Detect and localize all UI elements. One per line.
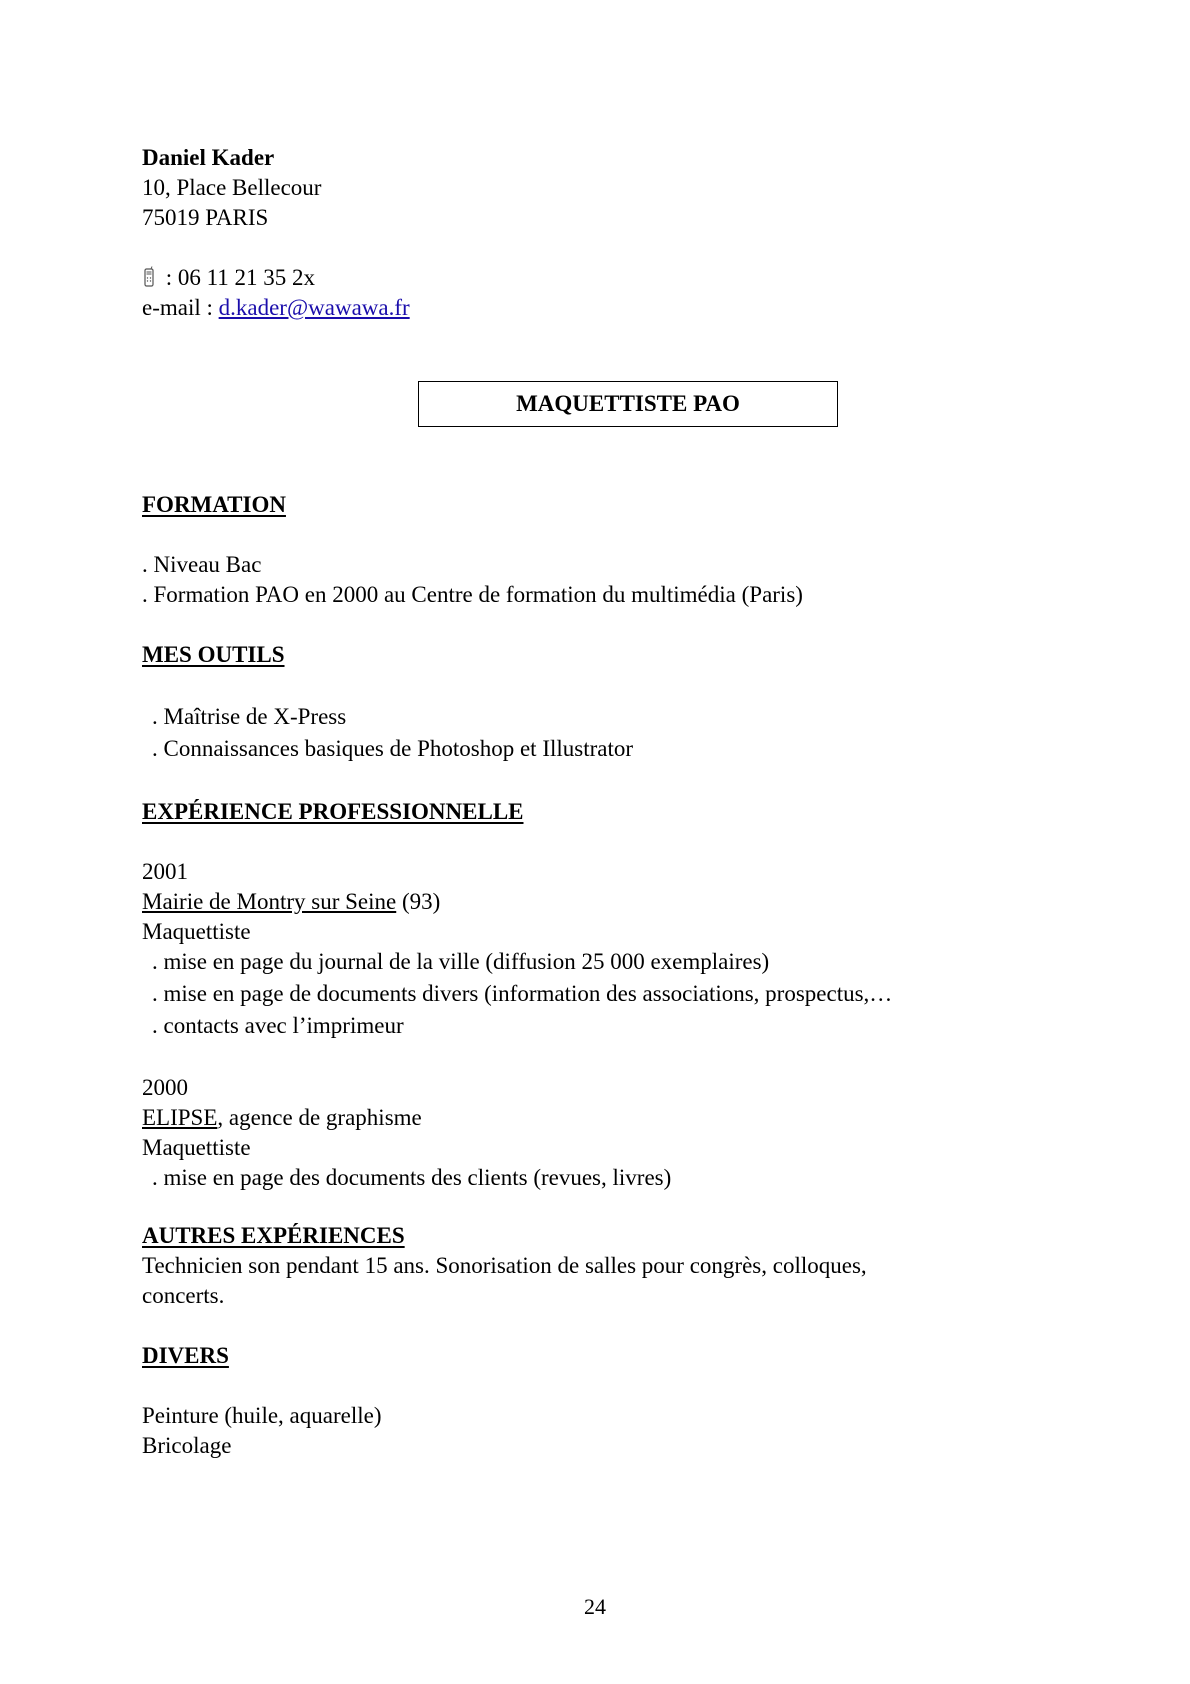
experience-task: . mise en page de documents divers (information des associations, prospectus,… — [152, 981, 893, 1006]
phone-number: : 06 11 21 35 2x — [160, 265, 316, 290]
formation-heading: FORMATION — [142, 492, 286, 517]
experience-employer: Mairie de Montry sur Seine — [142, 889, 397, 914]
experience-employer-suffix: , agence de graphisme — [217, 1105, 422, 1130]
experience-employer-line — [142, 887, 892, 917]
outils-heading: MES OUTILS — [142, 642, 285, 667]
contact-name: Daniel Kader — [142, 145, 275, 170]
spacer — [142, 233, 410, 263]
outils-item: . Connaissances basiques de Photoshop et Illustrator — [152, 736, 634, 761]
autres-heading: AUTRES EXPÉRIENCES — [142, 1223, 405, 1248]
contact-block — [142, 143, 410, 323]
experience-task: . mise en page du journal de la ville (diffusion 25 000 exemplaires) — [152, 949, 770, 974]
job-title: MAQUETTISTE PAO — [516, 391, 740, 416]
email-line — [142, 293, 410, 323]
email-link[interactable]: d.kader@wawawa.fr — [218, 295, 410, 320]
divers-heading: DIVERS — [142, 1343, 229, 1368]
experience-year: 2000 — [142, 1075, 188, 1100]
email-label: e-mail : — [142, 295, 219, 320]
experience-role: Maquettiste — [142, 919, 251, 944]
experience-task: . contacts avec l’imprimeur — [152, 1013, 404, 1038]
outils-section — [142, 640, 285, 670]
divers-item: Bricolage — [142, 1433, 232, 1458]
formation-list — [142, 550, 803, 610]
mobile-phone-icon — [142, 266, 156, 288]
divers-item: Peinture (huile, aquarelle) — [142, 1403, 382, 1428]
experience-role: Maquettiste — [142, 1135, 251, 1160]
outils-list — [142, 702, 633, 766]
autres-line: Technicien son pendant 15 ans. Sonorisation de salles pour congrès, colloques, — [142, 1253, 867, 1278]
experience-task: . mise en page des documents des clients (revues, livres) — [152, 1165, 672, 1190]
experience-entry — [142, 1073, 671, 1193]
formation-section — [142, 490, 286, 520]
phone-line — [142, 263, 410, 293]
experience-employer-suffix: (93) — [396, 889, 441, 914]
formation-item: . Niveau Bac — [142, 552, 262, 577]
address-line-1: 10, Place Bellecour — [142, 175, 322, 200]
experience-section — [142, 797, 524, 827]
outils-item: . Maîtrise de X-Press — [152, 704, 347, 729]
job-title-box — [418, 381, 838, 427]
experience-heading: EXPÉRIENCE PROFESSIONNELLE — [142, 799, 524, 824]
autres-line: concerts. — [142, 1283, 225, 1308]
address-line-2: 75019 PARIS — [142, 205, 269, 230]
experience-employer: ELIPSE — [142, 1105, 218, 1130]
experience-entry — [142, 857, 892, 1043]
page-number: 24 — [584, 1594, 606, 1619]
experience-employer-line — [142, 1103, 671, 1133]
formation-item: . Formation PAO en 2000 au Centre de formation du multimédia (Paris) — [142, 582, 803, 607]
autres-section — [142, 1221, 867, 1311]
divers-section — [142, 1341, 229, 1371]
divers-list — [142, 1401, 381, 1461]
experience-year: 2001 — [142, 859, 188, 884]
